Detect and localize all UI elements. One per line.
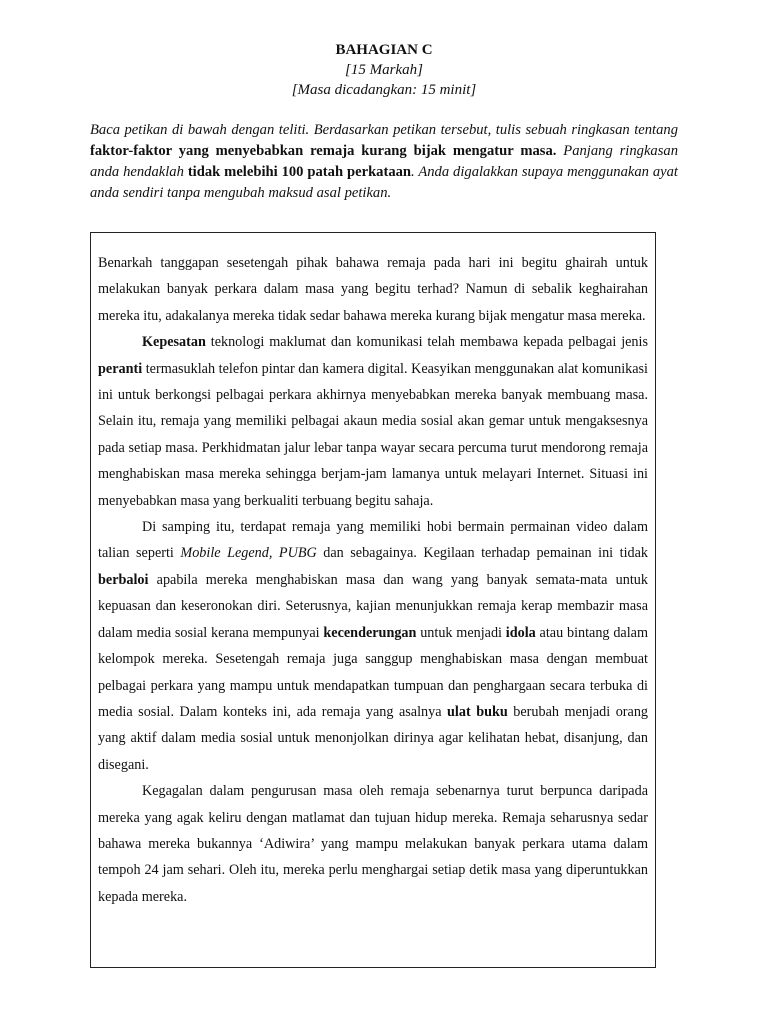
- p3-text-6: berubah menjadi orang yang aktif dalam media sosial untuk menonjolkan dirinya agar kelihatan hebat, disanjung, dan disegani.: [98, 703, 649, 773]
- keyword-berbaloi: berbaloi: [98, 571, 149, 588]
- p2-text-2: termasuklah telefon pintar dan kamera digital. Keasyikan menggunakan alat komunikasi ini untuk berkongsi pelbagai perkara akhirnya menyebabkan mereka banyak membuang masa. Selain itu, remaja yang memiliki pelbagai akaun media sosial akan gemar untuk mengaksesnya pada setiap masa. Perkhidmatan jalur lebar tanpa wayar secara percuma turut mendorong remaja menghabiskan masa mereka sehingga berjam-jam lamanya untuk melayari Internet. Situasi ini menyebabkan masa yang berkualiti terbuang begitu sahaja.: [98, 360, 648, 509]
- marks-text: [15 Markah]: [345, 62, 423, 78]
- p3-text-4: untuk menjadi: [416, 624, 506, 641]
- instructions: [90, 120, 678, 204]
- p3-text-5: atau bintang dalam kelompok mereka. Sesetengah remaja juga sanggup menghabiskan masa dengan membuat pelbagai perkara yang mampu untuk mendapatkan tumpuan dan penghargaan secara terbuka di media sosial. Dalam konteks ini, ada remaja yang asalnya: [98, 624, 648, 720]
- section-title: BAHAGIAN C: [335, 42, 433, 58]
- time-label: [0, 80, 768, 100]
- keyword-kecenderungan: kecenderungan: [323, 624, 417, 641]
- p3-text-1: Di samping itu, terdapat remaja yang memiliki hobi bermain permainan video dalam talian seperti: [98, 519, 648, 562]
- time-text: [Masa dicadangkan: 15 minit]: [291, 82, 477, 98]
- game-titles: Mobile Legend, PUBG: [180, 545, 317, 562]
- instruction-part2: Panjang ringkasan anda hendaklah: [90, 143, 678, 180]
- passage-paragraph-1: Benarkah tanggapan sesetengah pihak bahawa remaja pada hari ini begitu ghairah untuk melakukan banyak perkara dalam masa yang begitu terhad? Namun di sebalik keghairahan mereka itu, adakalanya mereka tidak sedar bahawa mereka kurang bijak mengatur masa mereka.: [98, 255, 648, 324]
- marks-label: [0, 60, 768, 80]
- word-limit: tidak melebihi 100 patah perkataan: [187, 164, 412, 180]
- passage-paragraph-3: [98, 514, 648, 778]
- instruction-part3: . Anda digalakkan supaya menggunakan ayat anda sendiri tanpa mengubah maksud asal petikan.: [90, 164, 678, 201]
- summary-topic: faktor-faktor yang menyebabkan remaja kurang bijak mengatur masa.: [90, 143, 557, 159]
- p3-text-3: apabila mereka menghabiskan masa dan wang yang banyak semata-mata untuk kepuasan dan keseronokan diri. Seterusnya, kajian menunjukkan remaja kerap membazir masa dalam media sosial kerana mempunyai: [98, 571, 648, 641]
- section-header: [0, 40, 768, 100]
- p3-text-2: dan sebagainya. Kegilaan terhadap pemainan ini tidak: [316, 545, 648, 562]
- keyword-idola: idola: [505, 624, 536, 641]
- keyword-ulat-buku: ulat buku: [447, 703, 508, 720]
- passage-paragraph-2: [98, 329, 648, 514]
- passage-paragraph-4: Kegagalan dalam pengurusan masa oleh remaja sebenarnya turut berpunca daripada mereka yang agak keliru dengan matlamat dan tujuan hidup mereka. Remaja seharusnya sedar bahawa mereka bukannya ‘Adiwira’ yang mampu melakukan banyak perkara utama dalam tempoh 24 jam sehari. Oleh itu, mereka perlu menghargai setiap detik masa yang diperuntukkan kepada mereka.: [98, 783, 648, 905]
- p2-text-1: teknologi maklumat dan komunikasi telah membawa kepada pelbagai jenis: [205, 334, 648, 351]
- keyword-kepesatan: Kepesatan: [142, 334, 206, 351]
- keyword-peranti: peranti: [98, 360, 143, 377]
- passage-box: [90, 232, 656, 968]
- instruction-part1: Baca petikan di bawah dengan teliti. Berdasarkan petikan tersebut, tulis sebuah ringkasan tentang: [90, 122, 678, 138]
